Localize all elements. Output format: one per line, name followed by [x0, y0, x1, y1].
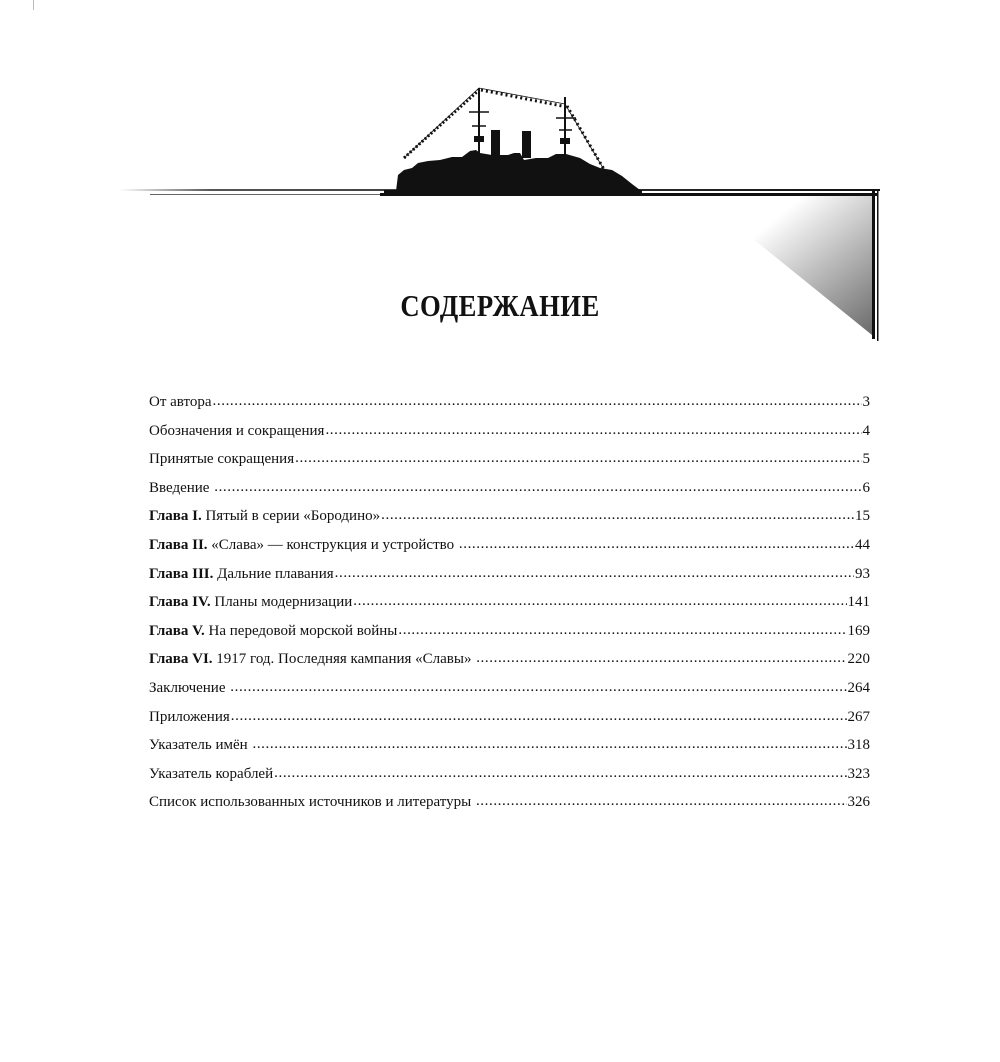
toc-entry-title [149, 617, 397, 646]
toc-chapter-number: Глава IV. [149, 594, 215, 611]
toc-chapter-number: Глава II. [149, 536, 212, 553]
toc-entry-title [149, 674, 229, 703]
toc-entry-title [149, 731, 251, 760]
dot-leader [274, 759, 846, 788]
toc-page-number: 323 [847, 765, 870, 782]
toc-entry-label: 1917 год. Последняя кампания «Славы» [216, 651, 476, 668]
toc-entry [149, 417, 870, 446]
toc-page-number: 3 [862, 394, 870, 410]
toc-page-number: 169 [847, 622, 870, 639]
table-of-contents [149, 388, 870, 817]
toc-entry-title [149, 531, 458, 560]
toc-entry-title [149, 760, 273, 789]
toc-page-number: 5 [862, 451, 870, 468]
toc-entry-label: Пятый в серии «Бородино» [205, 508, 381, 525]
toc-entry [149, 531, 870, 560]
toc-page-number: 4 [862, 422, 870, 439]
toc-page-number: 326 [847, 794, 870, 811]
toc-chapter-number: Глава I. [149, 508, 206, 525]
toc-entry-title [149, 703, 230, 732]
toc-page-number: 267 [847, 708, 870, 725]
toc-entry-label: Принятые сокращения [149, 451, 295, 468]
toc-page-number: 6 [862, 479, 870, 496]
dot-leader [230, 673, 846, 702]
toc-entry-title [149, 588, 352, 617]
toc-entry [149, 474, 870, 503]
toc-entry [149, 617, 870, 646]
dot-leader [325, 416, 861, 445]
toc-entry [149, 445, 870, 474]
dot-leader [381, 501, 854, 530]
toc-chapter-number: Глава III. [149, 565, 218, 582]
toc-entry-title [149, 445, 294, 474]
dot-leader [252, 730, 846, 759]
toc-entry-title [149, 560, 334, 589]
toc-entry-label: Введение [149, 479, 214, 496]
page-title: СОДЕРЖАНИЕ [400, 288, 600, 323]
toc-entry-label: Приложения [149, 708, 230, 725]
toc-entry-title [149, 417, 324, 446]
toc-entry [149, 560, 870, 589]
toc-entry [149, 703, 870, 732]
toc-entry-title [149, 388, 212, 417]
toc-entry-label: «Слава» — конструкция и устройство [211, 536, 458, 553]
toc-entry [149, 788, 870, 817]
toc-entry-title [149, 645, 475, 674]
toc-entry-label: Указатель имён [149, 737, 252, 754]
toc-page-number: 220 [847, 651, 870, 668]
toc-entry-label: От автора [149, 394, 212, 410]
toc-entry [149, 645, 870, 674]
dot-leader [459, 530, 854, 559]
dot-leader [295, 444, 861, 473]
toc-chapter-number: Глава VI. [149, 651, 217, 668]
dot-leader [476, 644, 846, 673]
toc-entry-label: Дальние плавания [217, 565, 334, 582]
battleship-silhouette-icon [384, 88, 642, 194]
toc-entry-label: Планы модернизации [214, 594, 353, 611]
toc-entry-label: Список использованных источников и литературы [149, 794, 475, 811]
toc-entry [149, 674, 870, 703]
toc-page-number: 141 [847, 594, 870, 611]
dot-leader [353, 587, 846, 616]
toc-entry-title [149, 502, 380, 531]
toc-entry [149, 731, 870, 760]
toc-entry [149, 588, 870, 617]
toc-page-number: 15 [855, 508, 870, 525]
toc-entry [149, 760, 870, 789]
toc-page-number: 264 [847, 679, 870, 696]
toc-page-number: 318 [847, 737, 870, 754]
toc-chapter-number: Глава V. [149, 622, 209, 639]
toc-entry-label: Указатель кораблей [149, 765, 274, 782]
toc-entry-label: Заключение [149, 679, 230, 696]
dot-leader [213, 387, 862, 416]
toc-entry-title [149, 474, 213, 503]
toc-entry-label: Обозначения и сокращения [149, 422, 325, 439]
dot-leader [214, 473, 861, 502]
toc-entry-label: На передовой морской войны [208, 622, 398, 639]
toc-entry [149, 388, 870, 417]
dot-leader [476, 787, 847, 816]
dot-leader [398, 616, 846, 645]
toc-page-number: 93 [855, 565, 870, 582]
toc-entry-title [149, 788, 475, 817]
dot-leader [231, 702, 847, 731]
toc-page-number: 44 [855, 536, 870, 553]
dot-leader [335, 559, 854, 588]
toc-entry [149, 502, 870, 531]
